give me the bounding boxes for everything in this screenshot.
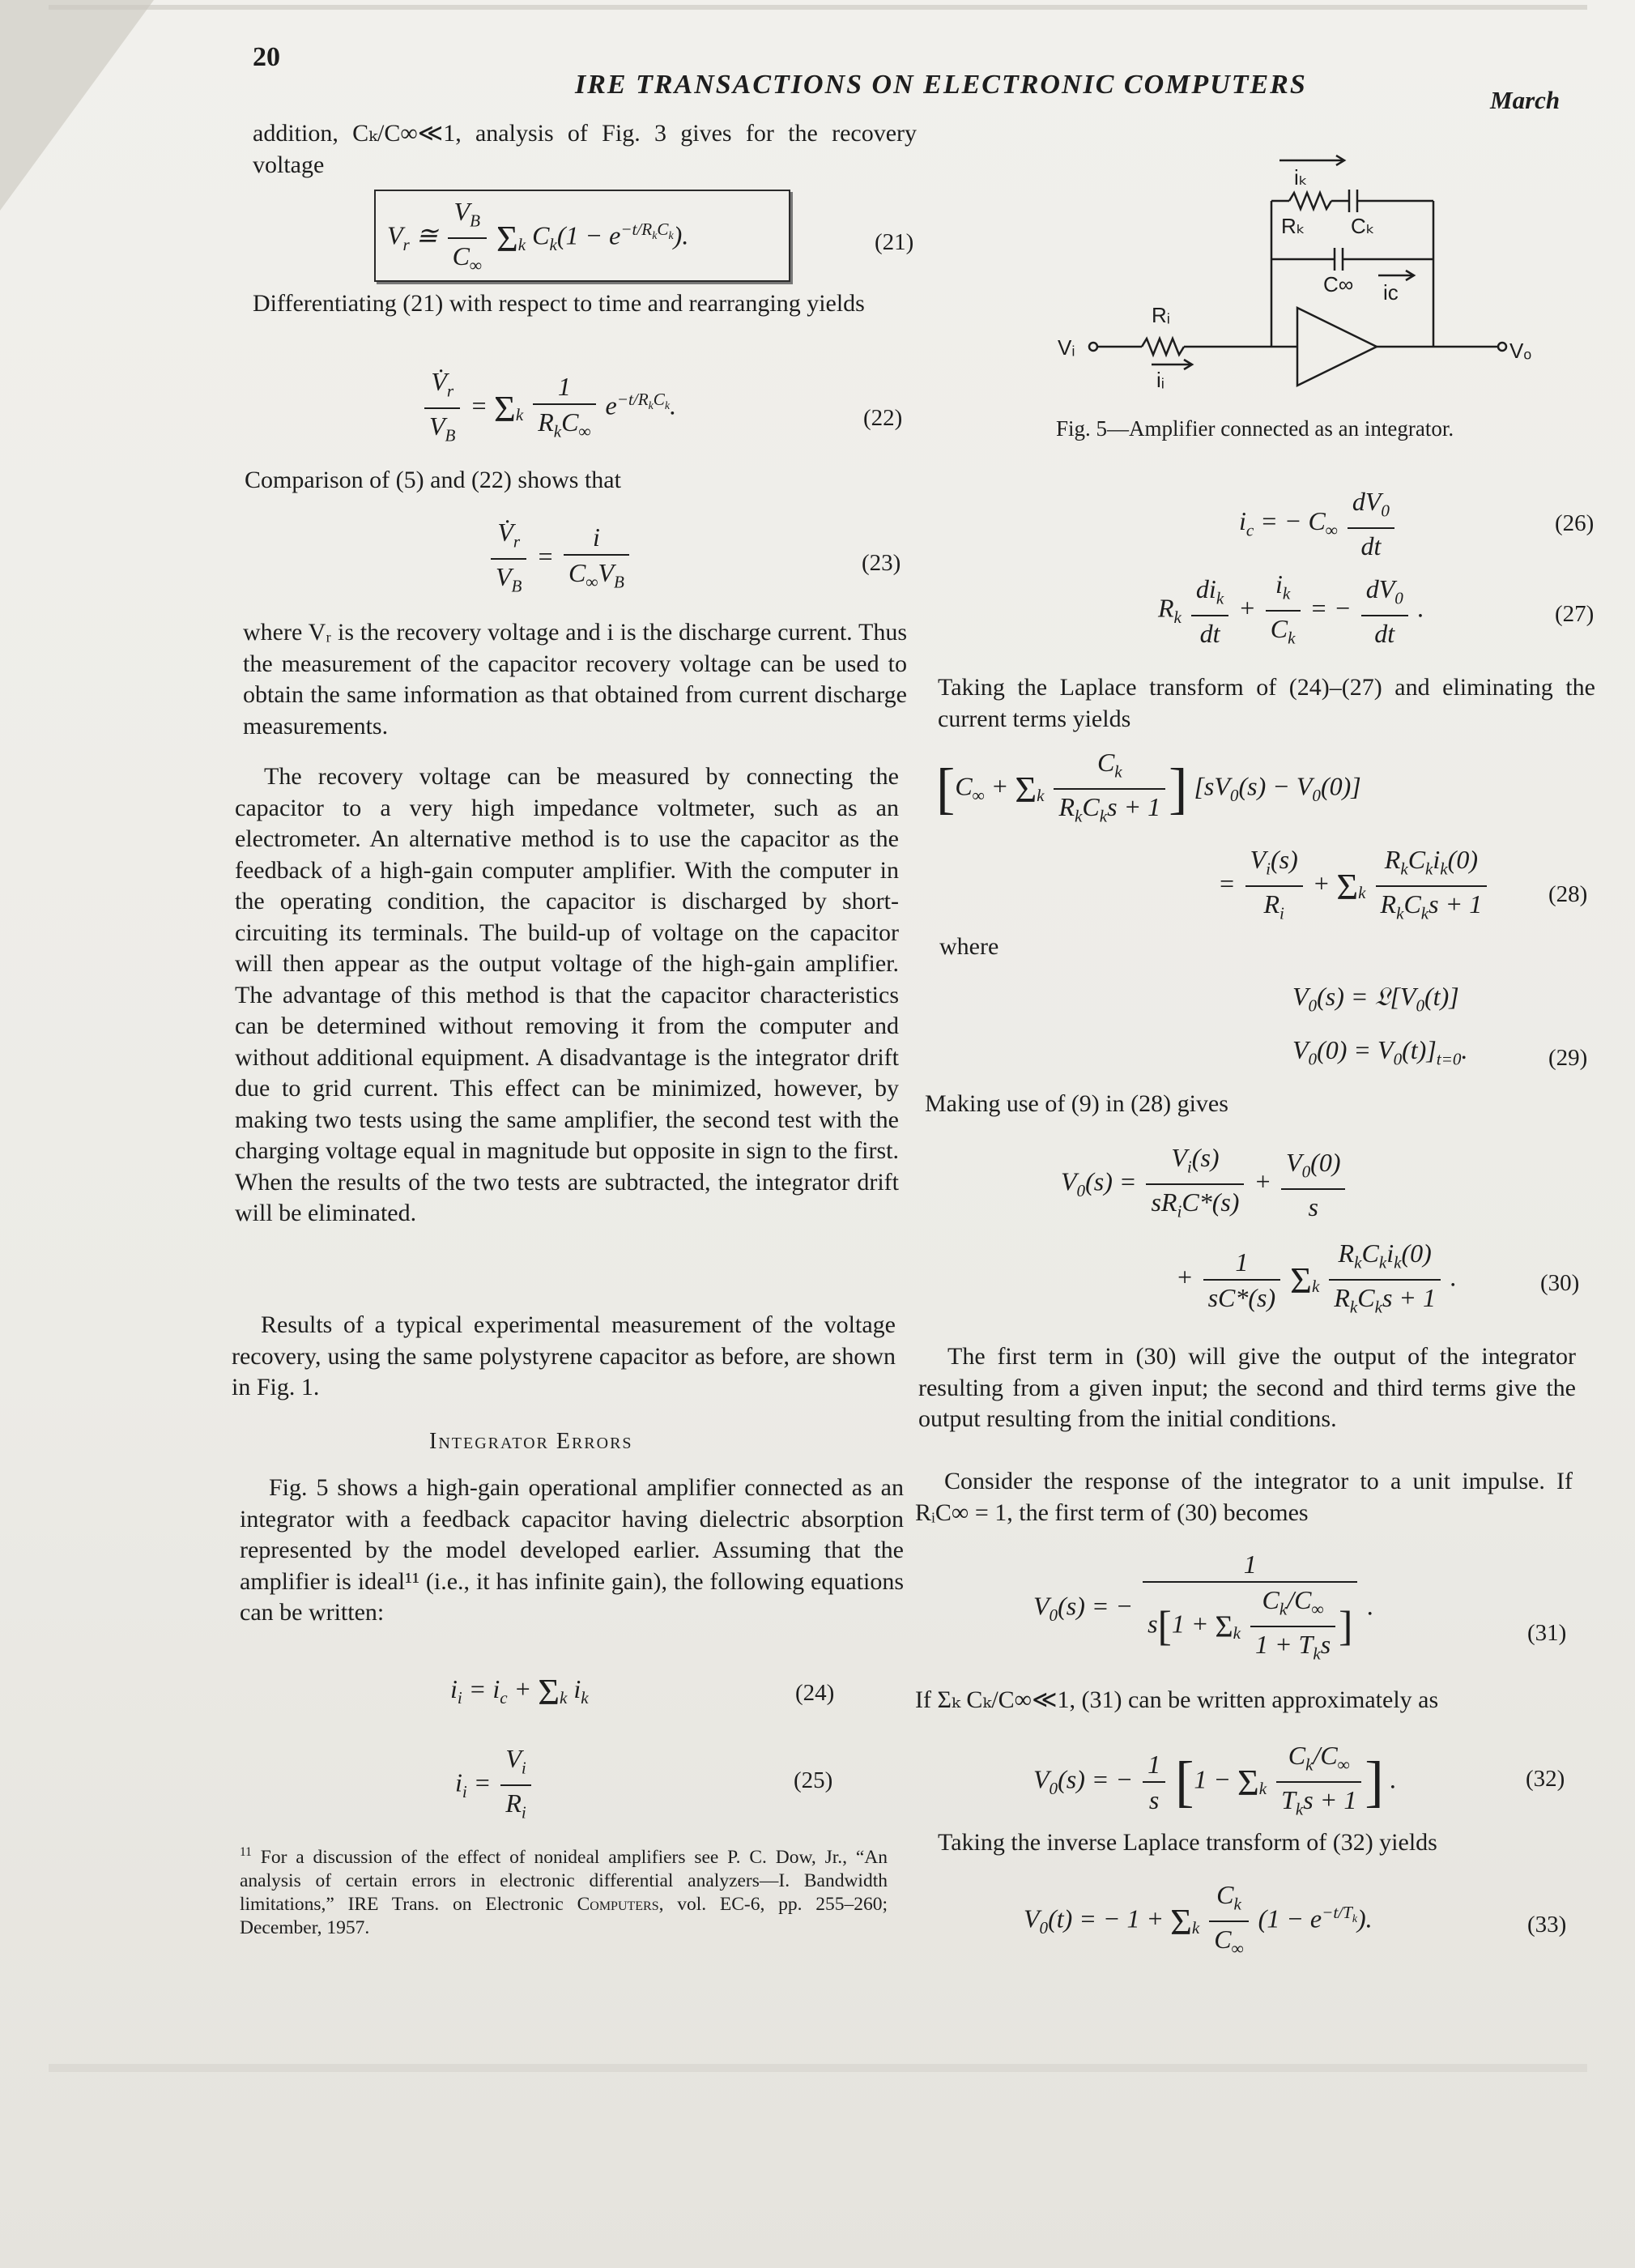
right-where: where — [939, 933, 999, 960]
eq29-line1: $V_0(s)$ = $𝔏[V_0(t)]$ — [1292, 982, 1459, 1016]
left-intro: addition, Cₖ/C∞≪1, analysis of Fig. 3 gives for the recovery voltage — [253, 120, 917, 178]
fig5-label-Vo: Vₒ — [1509, 339, 1532, 363]
section-title-integrator-errors: Integrator Errors — [429, 1429, 633, 1454]
running-head: IRE TRANSACTIONS ON ELECTRONIC COMPUTERS — [575, 70, 1307, 100]
eq28-number: (28) — [1548, 881, 1588, 907]
right-para-making: Making use of (9) in (28) gives — [925, 1090, 1228, 1117]
eq30-number: (30) — [1540, 1270, 1580, 1296]
fig5-label-ik: iₖ — [1294, 165, 1308, 190]
eq26-number: (26) — [1555, 510, 1595, 536]
left-para-recovery: The recovery voltage can be measured by connecting the capacitor to a very high impedance voltmeter, such as an electrometer. An alternative method is to use the capacitor as the feedback of a high-gain computer amplifier. With the computer in the operating condition, the capacitor is discharged by short-circuiting its terminals. The build-up of voltage on the capacitor will then appear as the output voltage of the high-gain amplifier. The advantage of this method is that the capacitor characteristics can be determined without removing it from the computer and without additional equipment. A disadvantage is the integrator drift due to grid current. This effect can be minimized, however, by making two tests using the same amplifier, the second test with the charging voltage equal in magnitude but opposite in sign to the first. When the results of the two tests are subtracted, the integrator drift will be eliminated. — [235, 763, 899, 1226]
eq25: $i_i$ = $\frac{V_i}{R_i}$ — [455, 1742, 534, 1830]
eq21: $V_r$ ≅ $\frac{V_B}{C_\infty}$ $\Sigma_k$ $C_k(1 - e^{-t/R_kC_k})$. — [387, 194, 688, 283]
left-para-results: Results of a typical experimental measurement of the voltage recovery, using the same polystyrene capacitor as before, are shown in Fig. 1. — [232, 1311, 896, 1400]
eq22: $\frac{V̇_r}{V_B}$ = $\Sigma_k$ $\frac{1}{R_kC_\infty}$ $e^{-t/R_kC_k}$. — [421, 364, 676, 453]
eq28-line1: [$C_\infty + \Sigma_k$ $\frac{C_k}{R_kC_ks + 1}$ ] $[sV_0(s) - V_0(0)]$ — [936, 745, 1361, 833]
footnote-11: $^{11}$ For a discussion of the effect of nonideal amplifiers see P. C. Dow, Jr., “An analysis of certain errors in electronic differential analyzers—I. Bandwidth limitations,” IRE Trans. on Electronic Computers, vol. EC-6, pp. 255–260; December, 1957. — [240, 1845, 888, 1938]
fig5-label-Vi: Vᵢ — [1058, 335, 1075, 360]
folded-corner — [0, 0, 154, 211]
left-para-compare: Comparison of (5) and (22) shows that — [245, 467, 621, 493]
eq24-number: (24) — [795, 1680, 835, 1706]
page-number: 20 — [253, 42, 280, 72]
eq28-line2: = $\frac{V_i(s)}{R_i}$ + $\Sigma_k$ $\frac{R_kC_ki_k(0)}{R_kC_ks + 1}$ — [1218, 842, 1490, 931]
eq21-number: (21) — [875, 229, 914, 255]
right-para-if: If Σₖ Cₖ/C∞≪1, (31) can be written approximately as — [915, 1686, 1439, 1713]
left-para-fig5: Fig. 5 shows a high-gain operational amplifier connected as an integrator with a feedback capacitor having dielectric absorption represented by the model developed earlier. Assuming that the amplifier is ideal¹¹ (i.e., it has infinite gain), the following equations can be written: — [240, 1474, 904, 1626]
right-para-consider: Consider the response of the integrator to a unit impulse. If RᵢC∞ = 1, the first term of (30) becomes — [915, 1468, 1573, 1526]
eq26: $i_c$ = − $C_\infty$ $\frac{dV_0}{dt}$ — [1239, 484, 1398, 563]
eq31-number: (31) — [1527, 1620, 1567, 1646]
right-para-inverse: Taking the inverse Laplace transform of (32) yields — [938, 1829, 1437, 1856]
eq32: $V_0(s)$ = − $\frac{1}{s}$ [$1 - \Sigma_k$ $\frac{C_k/C_\infty}{T_ks + 1}$ ] . — [1033, 1738, 1397, 1827]
eq33-number: (33) — [1527, 1912, 1567, 1938]
scan-edge-top — [49, 5, 1587, 10]
eq23: $\frac{V̇_r}{V_B}$ = $\frac{i}{C_\infty V_B}$ — [488, 515, 632, 603]
fig5-label-Ck: Cₖ — [1351, 214, 1375, 238]
eq24: $i_i = i_c + \Sigma_k$ $i_k$ — [450, 1671, 589, 1712]
scan-edge-bottom — [49, 2064, 1587, 2072]
header-date: March — [1490, 86, 1560, 114]
eq30-line1: $V_0(s)$ = $\frac{V_i(s)}{sR_iC*(s)}$ + $\frac{V_0(0)}{s}$ — [1061, 1140, 1348, 1229]
eq32-number: (32) — [1526, 1766, 1565, 1792]
eq31: $V_0(s)$ = − 1 $s[1 + \Sigma_k$ $\frac{C_k/C_\infty}{1 + T_ks}$ ] . — [1033, 1547, 1373, 1671]
eq23-number: (23) — [862, 550, 901, 576]
eq30-line2: + $\frac{1}{sC*(s)}$ $\Sigma_k$ $\frac{R_kC_ki_k(0)}{R_kC_ks + 1}$ . — [1176, 1236, 1457, 1324]
fig5-caption: Fig. 5—Amplifier connected as an integrator. — [1056, 416, 1454, 441]
eq22-number: (22) — [863, 405, 903, 431]
fig5-label-Cinf: C∞ — [1323, 272, 1354, 296]
fig5-label-ii: iᵢ — [1156, 368, 1165, 392]
right-para-laplace: Taking the Laplace transform of (24)–(27) and eliminating the current terms yields — [938, 674, 1595, 732]
eq27: $R_k$ $\frac{di_k}{dt}$ + $\frac{i_k}{C_k}$ = − $\frac{dV_0}{dt}$ . — [1158, 567, 1424, 655]
eq25-number: (25) — [794, 1767, 833, 1793]
eq33: $V_0(t)$ = − $1 + \Sigma_k$ $\frac{C_k}{C_\infty}$ $(1 - e^{-t/T_k})$. — [1024, 1878, 1373, 1966]
left-para-diff: Differentiating (21) with respect to time and rearranging yields — [253, 290, 865, 317]
fig5-label-Rk: Rₖ — [1281, 214, 1305, 238]
eq29-number: (29) — [1548, 1045, 1588, 1071]
eq29-line2: $V_0(0) = V_0(t)]_{t=0}$. — [1292, 1035, 1468, 1069]
left-para-where: where Vᵣ is the recovery voltage and i is the discharge current. Thus the measurement of the capacitor recovery voltage can be used to obtain the same information as that obtained from current discharge measurements. — [243, 619, 907, 740]
fig5-integrator-circuit — [1058, 146, 1532, 392]
fig5-label-ic: iᴄ — [1383, 280, 1399, 305]
eq27-number: (27) — [1555, 601, 1595, 627]
right-para-first-term: The first term in (30) will give the output of the integrator resulting from a given input; the second and third terms give the output resulting from the initial conditions. — [918, 1343, 1576, 1432]
fig5-label-Ri: Rᵢ — [1152, 303, 1170, 327]
